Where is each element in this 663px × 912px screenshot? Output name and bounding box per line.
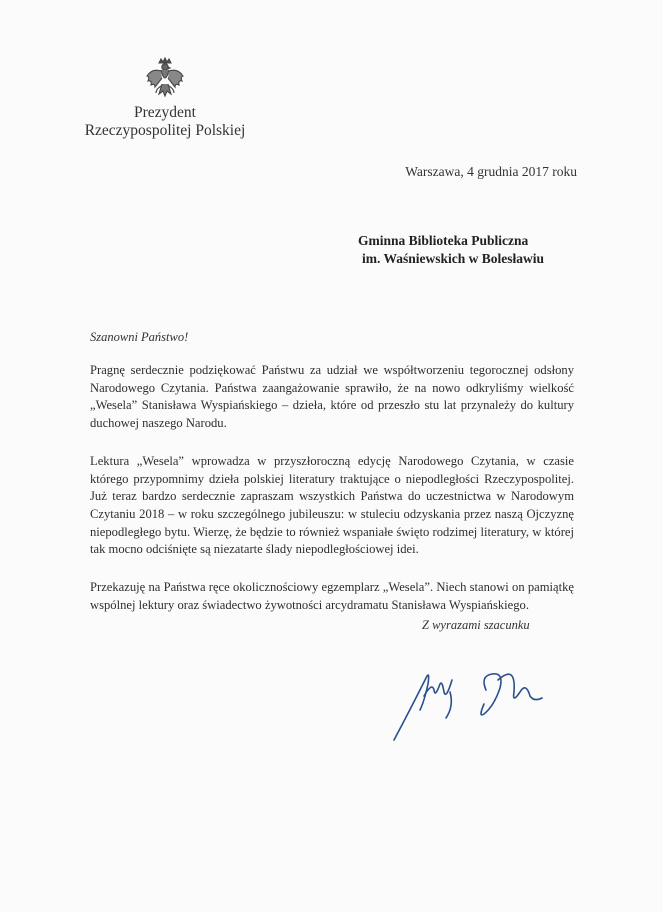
closing-phrase: Z wyrazami szacunku — [422, 618, 530, 632]
letterhead-title: Prezydent — [134, 104, 196, 121]
salutation: Szanowni Państwo! — [90, 330, 189, 344]
recipient-line-1: Gminna Biblioteka Publiczna — [358, 233, 529, 248]
letter-body — [90, 362, 574, 634]
letterhead-subtitle: Rzeczypospolitej Polskiej — [84, 122, 246, 139]
white-eagle-emblem-icon — [144, 56, 186, 102]
paragraph: Przekazuję na Państwa ręce okolicznościowy egzemplarz „Wesela”. Niech stanowi on pamiątkę wspólnej lektury oraz świadectwo żywotności arcydramatu Stanisława Wyspiańskiego. — [90, 580, 574, 612]
letterhead — [0, 104, 330, 140]
paragraph: Pragnę serdecznie podziękować Państwu za udział we współtworzeniu tegorocznej odsłony Narodowego Czytania. Państwa zaangażowanie sprawiło, że na nowo odkryliśmy wielkość „Wesela” Stanisława Wyspiańskiego – dzieła, które od przeszło stu lat przynależy do kultury duchowej naszego Narodu. — [90, 363, 574, 431]
handwritten-signature-icon — [380, 640, 560, 750]
recipient-address — [358, 232, 544, 268]
paragraph: Lektura „Wesela” wprowadza w przyszłoroczną edycję Narodowego Czytania, w czasie którego przypomnimy dzieła polskiej literatury traktujące o niepodległości Rzeczypospolitej. Już teraz bardzo serdecznie zapraszam wszystkich Państwa do uczestnictwa w Narodowym Czytaniu 2018 – w roku szczególnego jubileuszu: w stuleciu odzyskania przez naszą Ojczyznę niepodległego bytu. Wierzę, że będzie to również wspaniałe święto rodzimej literatury, w której tak mocno odciśnięte są niezatarte ślady niepodległościowej idei. — [90, 453, 574, 557]
recipient-line-2: im. Waśniewskich w Bolesławiu — [362, 251, 545, 266]
letter-date: Warszawa, 4 grudnia 2017 roku — [405, 164, 577, 179]
